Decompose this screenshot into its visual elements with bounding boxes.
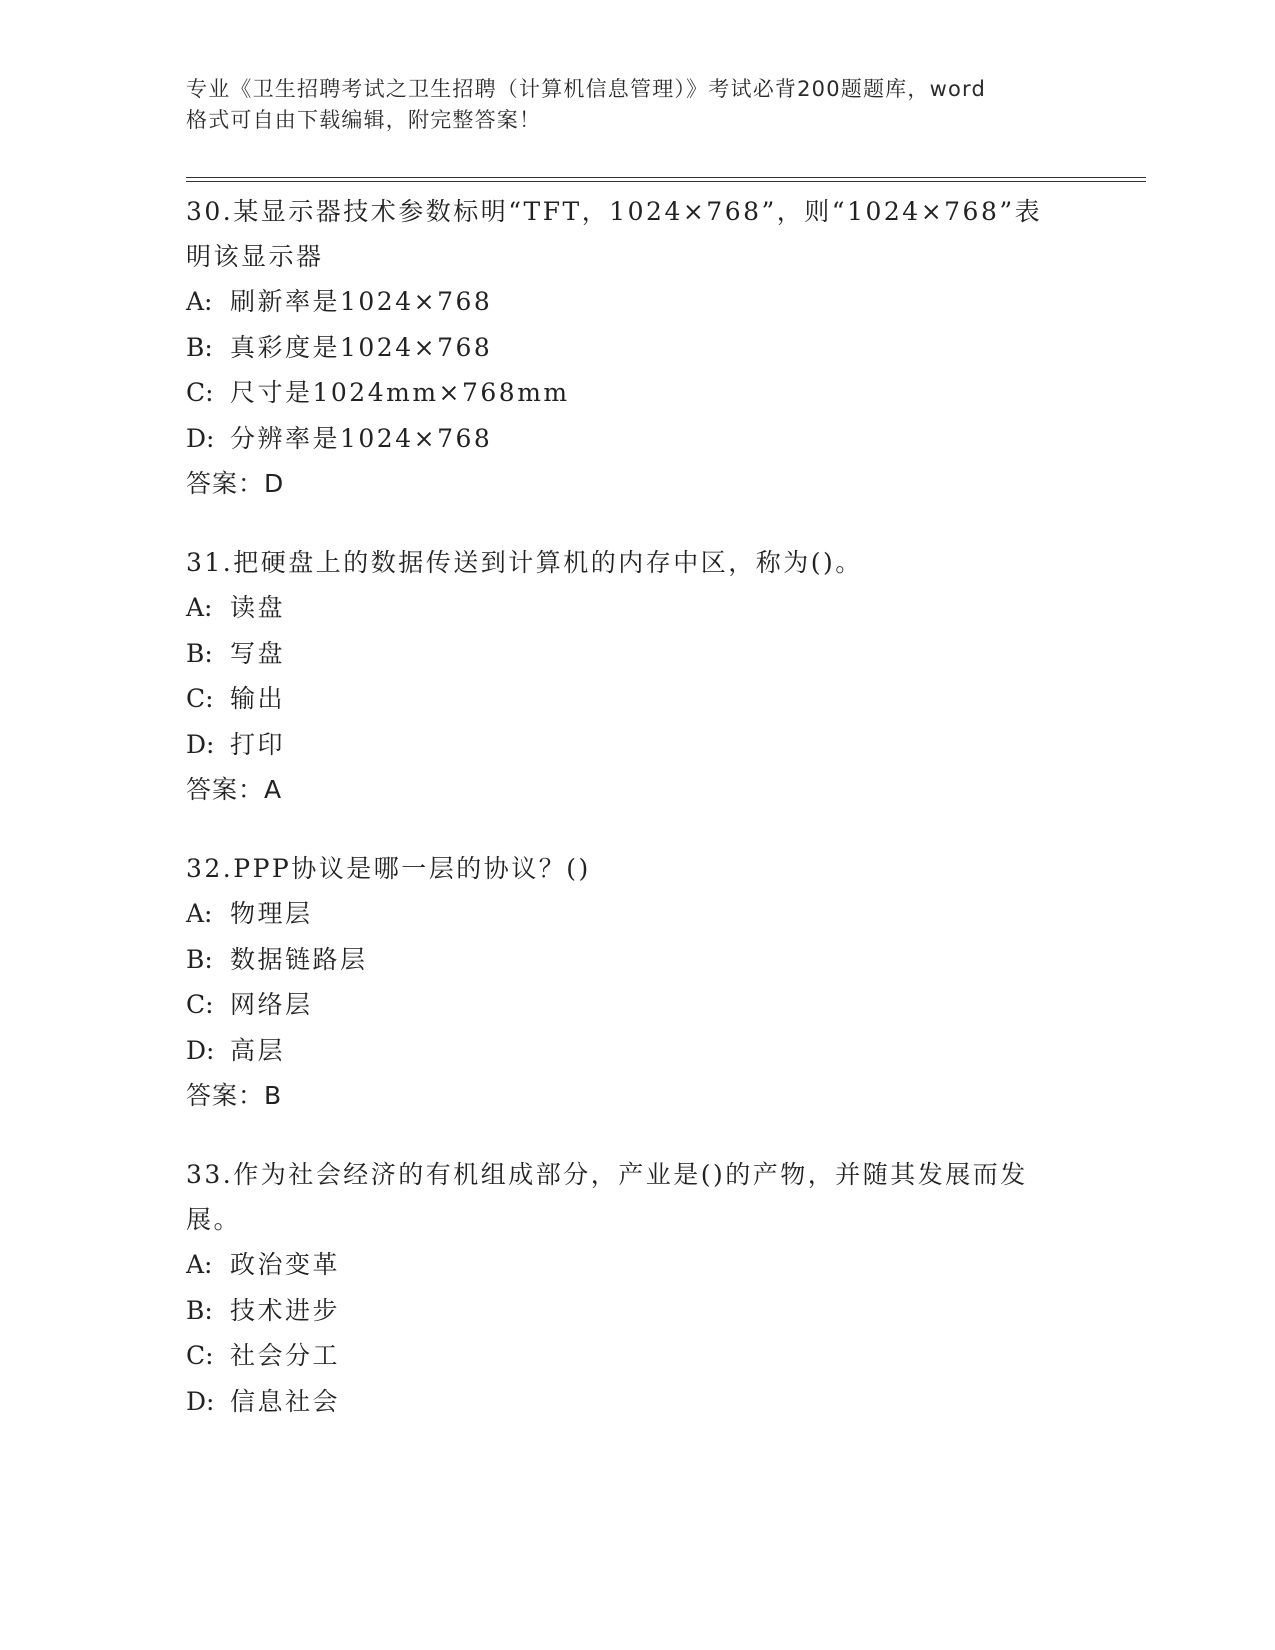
option-key: A: (186, 593, 213, 622)
option-text: 政治变革 (230, 1250, 341, 1279)
option-key: A: (186, 899, 213, 928)
document-header (186, 74, 1086, 136)
question-stem: 31.把硬盘上的数据传送到计算机的内存中区，称为()。 (186, 548, 863, 577)
question-31 (186, 540, 1086, 813)
option-text: 分辨率是1024×768 (230, 423, 493, 453)
option-key: B: (186, 332, 213, 362)
question-stem: 33.作为社会经济的有机组成部分，产业是()的产物，并随其发展而发 (186, 1160, 1028, 1189)
option-c (186, 370, 1086, 416)
option-text: 输出 (230, 684, 286, 713)
header-rule-bottom (186, 181, 1146, 182)
option-key: D: (186, 1386, 215, 1416)
option-b (186, 631, 1086, 677)
option-key: A: (186, 287, 213, 316)
option-b (186, 937, 1086, 983)
option-text: 高层 (230, 1035, 286, 1065)
option-key: B: (186, 1295, 213, 1325)
option-key: B: (186, 944, 213, 974)
option-d (186, 1028, 1086, 1074)
header-line-2: 格式可自由下载编辑，附完整答案！ (186, 108, 542, 132)
question-list (186, 189, 1086, 1457)
answer-line: 答案：B (186, 1081, 283, 1110)
option-b (186, 325, 1086, 371)
option-c (186, 982, 1086, 1028)
option-a (186, 585, 1086, 631)
option-key: D: (186, 423, 215, 453)
question-stem: 32.PPP协议是哪一层的协议？() (186, 854, 591, 883)
question-stem-continued: 展。 (186, 1205, 242, 1234)
option-d (186, 722, 1086, 768)
option-key: D: (186, 1035, 215, 1065)
question-30 (186, 189, 1086, 507)
option-text: 打印 (230, 729, 286, 759)
option-key: C: (186, 684, 214, 713)
option-key: B: (186, 638, 213, 668)
option-text: 网络层 (230, 990, 313, 1019)
question-stem-continued: 明该显示器 (186, 242, 324, 271)
option-text: 数据链路层 (230, 944, 368, 974)
option-key: D: (186, 729, 215, 759)
option-c (186, 676, 1086, 722)
option-b (186, 1288, 1086, 1334)
option-d (186, 416, 1086, 462)
header-line-1: 专业《卫生招聘考试之卫生招聘（计算机信息管理）》考试必背200题题库，word (186, 77, 986, 101)
question-33 (186, 1152, 1086, 1424)
option-d (186, 1379, 1086, 1425)
option-c (186, 1333, 1086, 1379)
option-text: 尺寸是1024mm×768mm (230, 378, 570, 407)
option-a (186, 891, 1086, 937)
option-text: 社会分工 (230, 1341, 341, 1370)
option-key: C: (186, 990, 214, 1019)
option-text: 信息社会 (230, 1386, 341, 1416)
question-32 (186, 846, 1086, 1119)
option-text: 技术进步 (230, 1295, 341, 1325)
option-text: 写盘 (230, 638, 286, 668)
question-stem: 30.某显示器技术参数标明“TFT，1024×768”，则“1024×768”表 (186, 197, 1043, 226)
option-key: C: (186, 1341, 214, 1370)
option-a (186, 1242, 1086, 1288)
option-text: 物理层 (230, 899, 313, 928)
option-key: C: (186, 378, 214, 407)
option-key: A: (186, 1250, 213, 1279)
option-a (186, 279, 1086, 325)
answer-line: 答案：D (186, 469, 285, 498)
answer-line: 答案：A (186, 775, 283, 804)
option-text: 刷新率是1024×768 (230, 287, 493, 316)
header-rule-top (186, 177, 1146, 178)
option-text: 读盘 (230, 593, 286, 622)
option-text: 真彩度是1024×768 (230, 332, 493, 362)
